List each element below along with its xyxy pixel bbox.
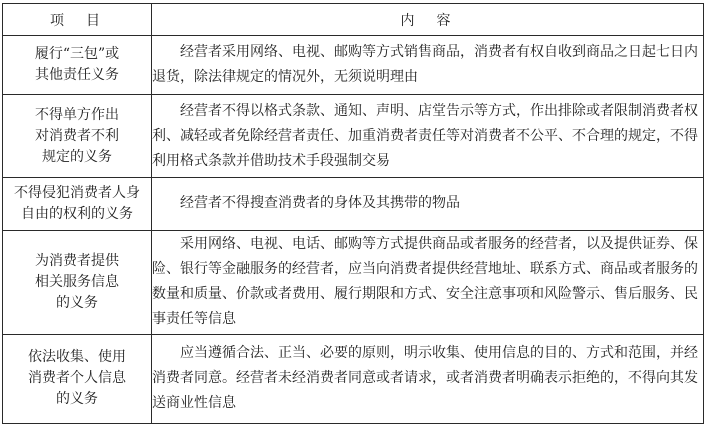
row-content: 应当遵循合法、正当、必要的原则，明示收集、使用信息的目的、方式和范围，并经消费者同意。经营者未经消费者同意或者请求，或者消费者明确表示拒绝的，不得向其发送商业性信息 [152, 334, 704, 423]
table-row [3, 178, 704, 231]
table-row [3, 36, 704, 95]
row-content: 经营者不得搜查消费者的身体及其携带的物品 [152, 178, 704, 231]
item-line: 的义务 [56, 391, 98, 408]
item-line: 的义务 [56, 294, 98, 311]
row-item [3, 334, 152, 423]
obligations-table [2, 3, 704, 424]
table-header-row [3, 4, 704, 36]
row-content: 采用网络、电视、电话、邮购等方式提供商品或者服务的经营者，以及提供证券、保险、银行等金融服务的经营者，应当向消费者提供经营地址、联系方式、商品或者服务的数量和质量、价款或者费用、履行期限和方式、安全注意事项和风险警示、售后服务、民事责任等信息 [152, 230, 704, 334]
row-content: 经营者采用网络、电视、邮购等方式销售商品，消费者有权自收到商品之日起七日内退货，除法律规定的情况外，无须说明理由 [152, 36, 704, 95]
item-line: 为消费者提供 [35, 252, 119, 269]
header-item: 项 目 [3, 4, 152, 36]
row-content: 经营者不得以格式条款、通知、声明、店堂告示等方式，作出排除或者限制消费者权利、减轻或者免除经营者责任、加重消费者责任等对消费者不公平、不合理的规定，不得利用格式条款并借助技术手段强制交易 [152, 95, 704, 178]
row-item [3, 178, 152, 231]
table-row [3, 95, 704, 178]
row-item [3, 95, 152, 178]
row-item [3, 230, 152, 334]
table-row [3, 334, 704, 423]
table-row [3, 230, 704, 334]
item-line: 规定的义务 [42, 148, 112, 165]
item-line: 消费者个人信息 [28, 370, 126, 387]
item-line: 不得单方作出 [35, 106, 119, 123]
item-line: 履行“三包”或 [34, 46, 120, 63]
header-content: 内 容 [152, 4, 704, 36]
item-line: 对消费者不利 [35, 127, 119, 144]
item-line: 其他责任义务 [35, 67, 119, 84]
item-line: 依法收集、使用 [28, 349, 126, 366]
item-line: 不得侵犯消费者人身 [14, 184, 140, 201]
item-line: 自由的权利的义务 [21, 205, 133, 222]
row-item [3, 36, 152, 95]
item-line: 相关服务信息 [35, 273, 119, 290]
